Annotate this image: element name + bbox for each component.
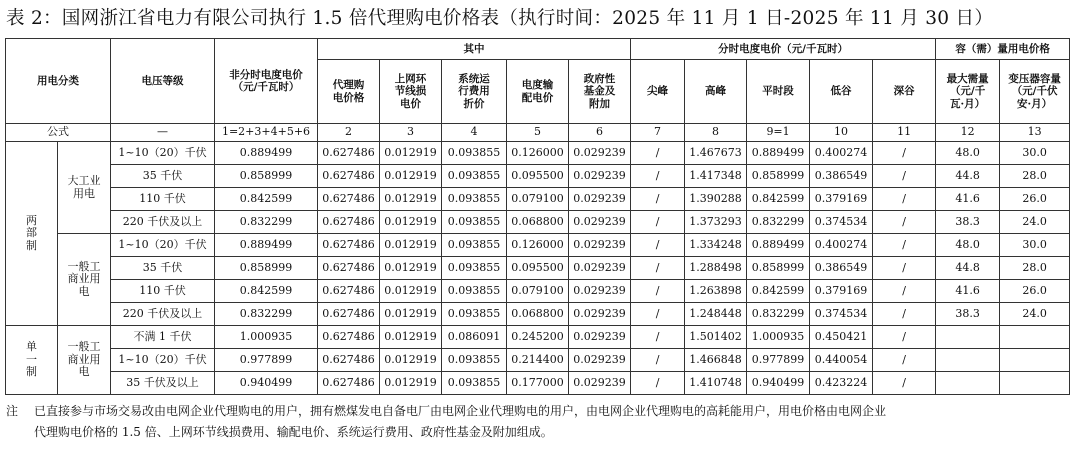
table-cell: / (873, 234, 936, 257)
table-cell: 0.627486 (318, 349, 380, 372)
formula-cell: 6 (569, 124, 631, 142)
table-cell: 1.467673 (685, 142, 747, 165)
table-cell: / (873, 303, 936, 326)
header-gov-fund-l1: 政府性 (583, 73, 616, 86)
header-max-demand-l2: （元/千 (949, 85, 986, 98)
table-cell: 0.177000 (507, 372, 569, 395)
table-cell: 0.400274 (810, 142, 873, 165)
group-line: 一般工 (67, 259, 101, 273)
table-cell: 30.0 (1000, 234, 1070, 257)
header-agency-l2: 电价格 (332, 91, 365, 104)
table-cell: / (631, 234, 685, 257)
table-row (6, 165, 1070, 188)
table-cell: 0.977899 (215, 349, 318, 372)
table-cell (936, 326, 1000, 349)
table-cell: / (873, 211, 936, 234)
group-char: 一 (26, 352, 37, 366)
table-cell: 220 千伏及以上 (111, 211, 215, 234)
table-cell: 0.842599 (747, 188, 810, 211)
table-cell: 48.0 (936, 142, 1000, 165)
group-line: 商业用 (67, 272, 101, 286)
group-large-industry (58, 142, 111, 234)
header-sys-cost-l3: 折价 (463, 97, 485, 110)
table-cell: / (873, 257, 936, 280)
table-cell: 30.0 (1000, 142, 1070, 165)
group-two-part (6, 142, 58, 326)
note-label: 注 (6, 404, 19, 418)
table-cell: 0.889499 (215, 234, 318, 257)
table-cell: 48.0 (936, 234, 1000, 257)
table-cell: 1.334248 (685, 234, 747, 257)
group-char: 两 (26, 213, 37, 227)
table-cell: / (631, 142, 685, 165)
header-category: 用电分类 (6, 39, 111, 124)
table-cell: 不满 1 千伏 (111, 326, 215, 349)
formula-cell: 1=2+3+4+5+6 (215, 124, 318, 142)
table-cell: 0.423224 (810, 372, 873, 395)
table-cell: / (631, 349, 685, 372)
table-cell: 0.086091 (442, 326, 507, 349)
table-cell: 44.8 (936, 257, 1000, 280)
formula-cell: 11 (873, 124, 936, 142)
table-cell: 0.379169 (810, 280, 873, 303)
table-cell: 0.093855 (442, 142, 507, 165)
table-cell: / (873, 142, 936, 165)
table-cell: 0.627486 (318, 188, 380, 211)
header-transformer (1000, 60, 1070, 124)
group-char: 部 (26, 226, 37, 240)
formula-cell: 7 (631, 124, 685, 142)
table-cell: 1~10（20）千伏 (111, 142, 215, 165)
table-cell: 1.373293 (685, 211, 747, 234)
table-cell: 0.012919 (380, 280, 442, 303)
group-line: 用电 (73, 186, 95, 200)
table-cell: 0.012919 (380, 142, 442, 165)
table-cell: / (631, 211, 685, 234)
table-cell: 110 千伏 (111, 280, 215, 303)
table-cell: 110 千伏 (111, 188, 215, 211)
formula-cell: 12 (936, 124, 1000, 142)
group-general-ic-two-part (58, 234, 111, 326)
table-cell: 0.029239 (569, 326, 631, 349)
header-gov-fund-l3: 附加 (589, 97, 611, 110)
table-cell: 28.0 (1000, 257, 1070, 280)
table-cell: / (873, 349, 936, 372)
header-group-tou: 分时电度电价（元/千瓦时） (631, 39, 936, 60)
table-cell: 44.8 (936, 165, 1000, 188)
table-cell: 0.386549 (810, 257, 873, 280)
table-cell: 0.940499 (215, 372, 318, 395)
formula-row (6, 124, 1070, 142)
table-cell: / (873, 326, 936, 349)
table-cell: 0.627486 (318, 142, 380, 165)
group-char: 单 (26, 340, 37, 354)
table-cell: 0.627486 (318, 257, 380, 280)
table-cell: 0.093855 (442, 211, 507, 234)
table-cell: 0.093855 (442, 234, 507, 257)
table-cell: 0.977899 (747, 349, 810, 372)
header-group-components: 其中 (318, 39, 631, 60)
group-line: 电 (78, 284, 90, 298)
table-cell: 0.940499 (747, 372, 810, 395)
table-cell: 1.288498 (685, 257, 747, 280)
table-cell: 1.000935 (215, 326, 318, 349)
table-cell: / (631, 303, 685, 326)
table-cell: 1.000935 (747, 326, 810, 349)
header-non-tou-price (215, 39, 318, 124)
table-cell: 0.832299 (747, 211, 810, 234)
header-flat: 平时段 (747, 60, 810, 124)
table-cell (1000, 372, 1070, 395)
group-single-part (6, 326, 58, 395)
table-row (6, 303, 1070, 326)
header-grid-loss-l1: 上网环 (394, 73, 427, 86)
header-transformer-l1: 变压器容量 (1008, 73, 1061, 86)
table-cell: / (873, 372, 936, 395)
table-cell: / (631, 372, 685, 395)
table-cell: 0.440054 (810, 349, 873, 372)
table-cell: 0.012919 (380, 234, 442, 257)
table-cell: / (631, 280, 685, 303)
formula-cell: 13 (1000, 124, 1070, 142)
table-row (6, 349, 1070, 372)
table-cell: 1.417348 (685, 165, 747, 188)
formula-cell: 10 (810, 124, 873, 142)
header-transformer-l2: （元/千伏 (1011, 85, 1058, 98)
header-group-capacity: 容（需）量用电价格 (936, 39, 1070, 60)
header-agency-l1: 代理购 (332, 79, 365, 92)
table-cell: 0.126000 (507, 234, 569, 257)
table-row (6, 142, 1070, 165)
table-cell: / (873, 188, 936, 211)
note-line-1 (6, 401, 1070, 422)
header-max-demand-l1: 最大需量 (946, 73, 989, 86)
table-cell: 0.627486 (318, 326, 380, 349)
header-gov-fund (569, 60, 631, 124)
table-cell: 0.889499 (747, 234, 810, 257)
table-cell: 0.029239 (569, 211, 631, 234)
table-cell: / (631, 257, 685, 280)
formula-cell: — (111, 124, 215, 142)
table-cell: 0.858999 (747, 165, 810, 188)
table-cell: 0.450421 (810, 326, 873, 349)
table-note (6, 401, 1070, 443)
table-cell: 0.029239 (569, 372, 631, 395)
group-line: 大工业 (67, 173, 101, 187)
table-cell (936, 349, 1000, 372)
table-row (6, 372, 1070, 395)
table-row (6, 211, 1070, 234)
table-cell: 24.0 (1000, 211, 1070, 234)
formula-cell: 9=1 (747, 124, 810, 142)
table-cell (1000, 326, 1070, 349)
group-char: 制 (26, 238, 37, 252)
table-cell: 41.6 (936, 280, 1000, 303)
header-voltage: 电压等级 (111, 39, 215, 124)
table-row (6, 257, 1070, 280)
formula-cell: 5 (507, 124, 569, 142)
group-line: 电 (78, 365, 90, 379)
table-row (6, 326, 1070, 349)
table-cell: 1~10（20）千伏 (111, 234, 215, 257)
note-text-1: 已直接参与市场交易改由电网企业代理购电的用户，拥有燃煤发电自备电厂由电网企业代理购电的用户，由电网企业代理购电的高耗能用户，用电价格由电网企业 (34, 404, 887, 418)
header-agency-price (318, 60, 380, 124)
header-max-demand (936, 60, 1000, 124)
table-cell: 0.029239 (569, 349, 631, 372)
table-cell: 0.093855 (442, 280, 507, 303)
table-cell: 0.832299 (215, 303, 318, 326)
table-row (6, 234, 1070, 257)
table-cell: / (631, 326, 685, 349)
table-cell: 0.029239 (569, 234, 631, 257)
table-cell: 26.0 (1000, 188, 1070, 211)
group-char: 制 (26, 365, 37, 379)
header-sys-cost-l2: 行费用 (458, 85, 490, 98)
table-cell: / (873, 165, 936, 188)
group-line: 一般工 (67, 340, 101, 354)
table-cell: 26.0 (1000, 280, 1070, 303)
table-cell: 0.093855 (442, 188, 507, 211)
table-cell: 1.466848 (685, 349, 747, 372)
table-row (6, 280, 1070, 303)
table-cell: 35 千伏及以上 (111, 372, 215, 395)
price-table (5, 38, 1070, 395)
table-cell: 28.0 (1000, 165, 1070, 188)
table-cell: 0.842599 (215, 280, 318, 303)
header-peak: 高峰 (685, 60, 747, 124)
header-transmission-l1: 电度输 (521, 79, 554, 92)
table-cell: / (873, 280, 936, 303)
table-cell: 1.263898 (685, 280, 747, 303)
table-cell: 0.858999 (215, 257, 318, 280)
table-cell: 0.029239 (569, 280, 631, 303)
table-cell: 0.012919 (380, 303, 442, 326)
header-grid-loss-l2: 节线损 (394, 85, 427, 98)
table-cell: 0.012919 (380, 165, 442, 188)
table-cell (936, 372, 1000, 395)
table-cell: / (631, 165, 685, 188)
formula-cell: 8 (685, 124, 747, 142)
table-cell: 1~10（20）千伏 (111, 349, 215, 372)
header-sys-cost-l1: 系统运 (458, 73, 490, 86)
table-cell: 0.093855 (442, 349, 507, 372)
table-cell: 0.379169 (810, 188, 873, 211)
table-cell: 0.214400 (507, 349, 569, 372)
table-cell: 38.3 (936, 303, 1000, 326)
header-grid-loss (380, 60, 442, 124)
header-non-tou-line2: （元/千瓦时） (232, 81, 300, 93)
note-text-2: 代理购电价格的 1.5 倍、上网环节线损费用、输配电价、系统运行费用、政府性基金及附加组成。 (34, 425, 553, 439)
table-cell: 0.889499 (747, 142, 810, 165)
table-cell: 35 千伏 (111, 165, 215, 188)
table-cell: 0.012919 (380, 257, 442, 280)
table-cell: 0.627486 (318, 211, 380, 234)
table-cell: 0.029239 (569, 165, 631, 188)
table-cell: 0.029239 (569, 303, 631, 326)
header-max-demand-l3: 瓦·月） (950, 97, 986, 110)
header-sharp-peak: 尖峰 (631, 60, 685, 124)
table-cell: / (631, 188, 685, 211)
table-cell: 0.093855 (442, 303, 507, 326)
table-cell: 0.079100 (507, 280, 569, 303)
table-cell: 0.627486 (318, 280, 380, 303)
table-cell: 0.012919 (380, 372, 442, 395)
table-cell: 0.029239 (569, 257, 631, 280)
table-cell: 0.832299 (747, 303, 810, 326)
table-cell: 24.0 (1000, 303, 1070, 326)
table-cell: 1.410748 (685, 372, 747, 395)
table-cell: 41.6 (936, 188, 1000, 211)
table-cell: 1.390288 (685, 188, 747, 211)
table-cell: 220 千伏及以上 (111, 303, 215, 326)
table-cell: 0.093855 (442, 165, 507, 188)
table-cell: 0.245200 (507, 326, 569, 349)
table-row (6, 188, 1070, 211)
header-non-tou-line1: 非分时电度电价 (229, 68, 303, 81)
header-system-cost (442, 60, 507, 124)
header-gov-fund-l2: 基金及 (583, 85, 616, 98)
table-cell: 0.858999 (215, 165, 318, 188)
table-cell: 1.501402 (685, 326, 747, 349)
table-cell: 0.627486 (318, 234, 380, 257)
table-cell: 0.126000 (507, 142, 569, 165)
table-cell: 0.093855 (442, 257, 507, 280)
header-transmission-l2: 配电价 (521, 91, 554, 104)
table-cell: 0.842599 (747, 280, 810, 303)
formula-cell: 公式 (6, 124, 111, 142)
table-cell: 0.858999 (747, 257, 810, 280)
table-cell: 35 千伏 (111, 257, 215, 280)
header-valley: 低谷 (810, 60, 873, 124)
table-cell: 0.012919 (380, 326, 442, 349)
table-cell: 0.029239 (569, 142, 631, 165)
formula-cell: 2 (318, 124, 380, 142)
formula-cell: 3 (380, 124, 442, 142)
table-cell: 0.889499 (215, 142, 318, 165)
table-cell: 1.248448 (685, 303, 747, 326)
group-general-ic-single-part (58, 326, 111, 395)
table-cell: 0.012919 (380, 211, 442, 234)
table-cell: 0.095500 (507, 257, 569, 280)
formula-cell: 4 (442, 124, 507, 142)
table-cell: 0.068800 (507, 211, 569, 234)
table-cell: 0.374534 (810, 211, 873, 234)
table-cell: 38.3 (936, 211, 1000, 234)
header-grid-loss-l3: 电价 (400, 97, 421, 110)
table-cell: 0.095500 (507, 165, 569, 188)
table-cell: 0.374534 (810, 303, 873, 326)
table-cell: 0.400274 (810, 234, 873, 257)
table-cell: 0.842599 (215, 188, 318, 211)
table-cell: 0.012919 (380, 188, 442, 211)
table-title: 表 2：国网浙江省电力有限公司执行 1.5 倍代理购电价格表（执行时间：2025 年 11 月 1 日-2025 年 11 月 30 日） (6, 8, 994, 29)
table-cell: 0.627486 (318, 303, 380, 326)
table-cell: 0.012919 (380, 349, 442, 372)
header-transformer-l3: 安·月） (1017, 97, 1053, 110)
table-cell: 0.386549 (810, 165, 873, 188)
table-cell (1000, 349, 1070, 372)
table-cell: 0.832299 (215, 211, 318, 234)
table-cell: 0.627486 (318, 372, 380, 395)
table-cell: 0.068800 (507, 303, 569, 326)
header-deep-valley: 深谷 (873, 60, 936, 124)
group-line: 商业用 (67, 352, 101, 366)
table-cell: 0.079100 (507, 188, 569, 211)
table-cell: 0.029239 (569, 188, 631, 211)
table-cell: 0.627486 (318, 165, 380, 188)
table-cell: 0.093855 (442, 372, 507, 395)
header-transmission (507, 60, 569, 124)
